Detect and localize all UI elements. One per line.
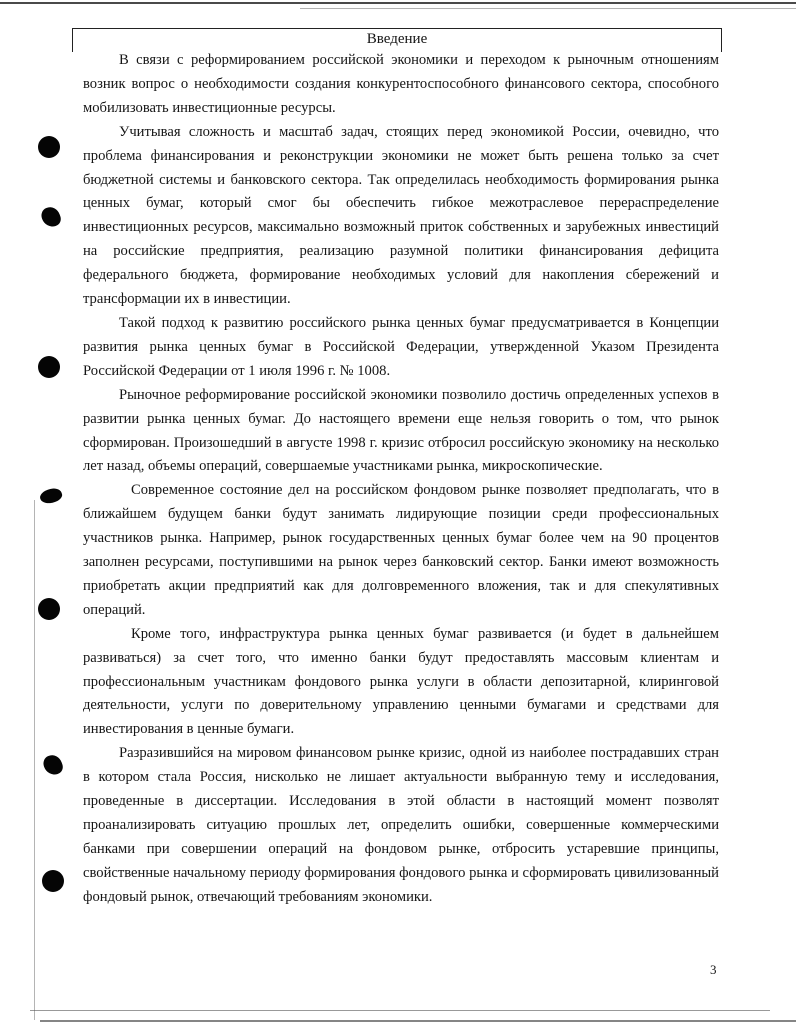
scan-edge-line-bottom [30,1010,770,1011]
paragraph-3: Такой подход к развитию российского рынка ценных бумаг предусматривается в Концепции развития рынка ценных бумаг в Российской Федерации, утвержденной Указом Президента Российской Федерации от 1 июля 1996 г. № 1008. [83,314,719,379]
scan-edge-line-bottom-secondary [40,1020,796,1022]
paragraph-2: Учитывая сложность и масштаб задач, стоящих перед экономикой России, очевидно, что проблема финансирования и реконструкции экономики не может быть решена только за счет бюджетной системы и банковского сектора. Так определилась необходимость формирования рынка ценных бумаг, который смог бы обеспечить гибкое межотраслевое перераспределение инвестиционных ресурсов, максимально возможный приток собственных и зарубежных инвестиций на российские предприятия, реализацию разумной политики финансирования дефицита федерального бюджета, формирование необходимых условий для накопления сбережений и трансформации их в инвестиции. [83,123,719,308]
page-title: Введение [366,31,428,47]
scan-edge-line-top-secondary [300,8,796,9]
ink-mark-2 [38,486,63,507]
scan-edge-line-top [0,2,796,4]
paragraph-4: Рыночное реформирование российской экономики позволило достичь определенных успехов в развитии рынка ценных бумаг. До настоящего времени еще нельзя говорить о том, что рынок сформирован. Произошедший в августе 1998 г. кризис отбросил российскую экономику на несколько лет назад, объемы операций, совершаемые участниками рынка, микроскопические. [83,386,719,475]
paragraph-6: Кроме того, инфраструктура рынка ценных бумаг развивается (и будет в дальнейшем развиваться) за счет того, что именно банки будут предоставлять массовым клиентам и профессиональным участникам фондового рынка услуги в области депозитарной, клиринговой деятельности, услуги по доверительному управлению ценными бумагами и средствами для инвестирования в ценные бумаги. [83,625,719,738]
paragraph-7: Разразившийся на мировом финансовом рынке кризис, одной из наиболее пострадавших стран в котором стала Россия, нисколько не лишает актуальности выбранную тему и исследования, проведенные в диссертации. Исследования в этой области в настоящий момент позволят проанализировать ситуацию прошлых лет, определить ошибки, совершенные коммерческими банками при совершении операций на фондовом рынке, отбросить устаревшие принципы, свойственные начальному периоду формирования фондового рынка и сформировать цивилизованный фондовый рынок, отвечающий требованиям экономики. [83,745,719,905]
punch-hole-1 [38,136,60,158]
body-text [83,49,719,910]
ink-mark-1 [39,205,63,230]
ink-mark-3 [41,753,65,778]
page-number: 3 [710,962,717,977]
punch-hole-3 [38,598,60,620]
punch-hole-4 [42,870,64,892]
paragraph-1: В связи с реформированием российской экономики и переходом к рыночным отношениям возник вопрос о необходимости создания конкурентоспособного финансового сектора, способного мобилизовать инвестиционные ресурсы. [83,52,719,116]
punch-hole-2 [38,356,60,378]
scan-edge-line-left [34,500,35,1020]
paragraph-5: Современное состояние дел на российском фондовом рынке позволяет предполагать, что в ближайшем будущем банки будут занимать лидирующие позиции среди профессиональных участников рынка. Например, рынок государственных ценных бумаг более чем на 90 процентов заполнен ресурсами, поступившими на рынок через банковский сектор. Банки имеют возможность приобретать акции предприятий как для долговременного вложения, так и для спекулятивных операций. [83,482,719,618]
